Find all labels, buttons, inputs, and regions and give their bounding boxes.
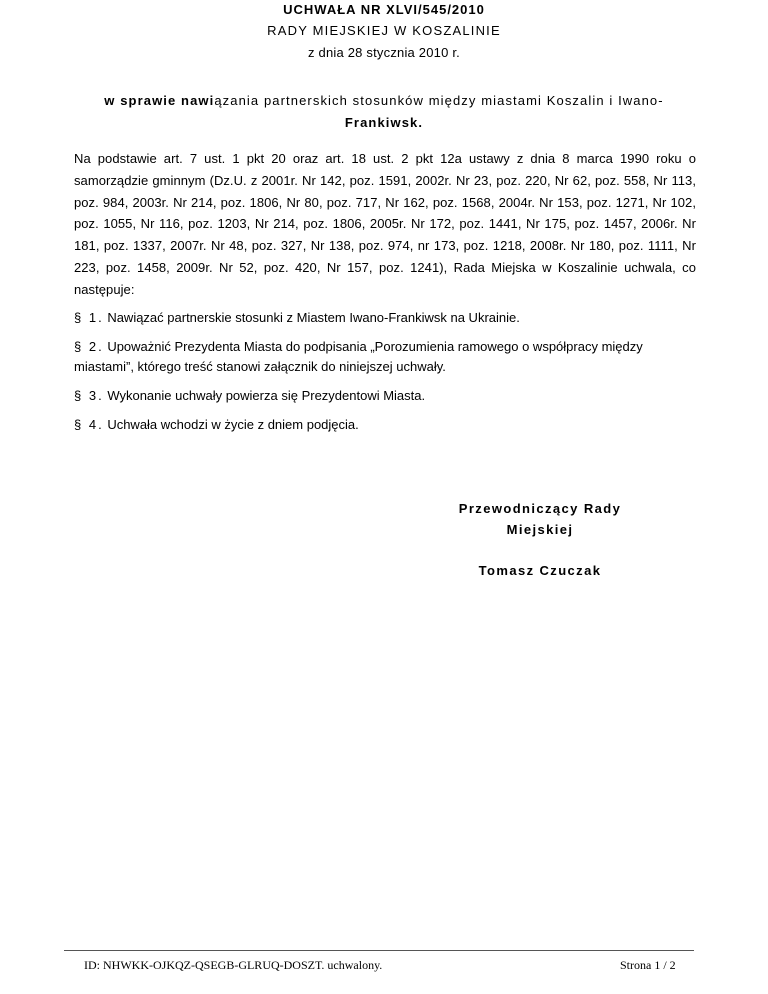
signatory-name: Tomasz Czuczak: [478, 563, 602, 578]
subject-middle: ązania partnerskich stosunków między miastami Koszalin i Iwano-: [214, 93, 664, 108]
document-id: ID: NHWKK-OJKQZ-QSEGB-GLRUQ-DOSZT. uchwalony.: [84, 958, 383, 972]
resolution-title: UCHWAŁA NR XLVI/545/2010: [283, 2, 485, 17]
paragraph-text: Upoważnić Prezydenta Miasta do podpisania „Porozumienia ramowego o współpracy między miastami”, którego treść stanowi załącznik do niniejszej uchwały.: [74, 339, 643, 374]
paragraph-sign: § 2.: [74, 339, 104, 354]
paragraph-text: Uchwała wchodzi w życie z dniem podjęcia.: [107, 417, 359, 432]
paragraph-4: [74, 415, 714, 435]
signatory-role-line2: Miejskiej: [506, 522, 574, 537]
paragraph-1: [74, 308, 714, 328]
paragraph-3: [74, 386, 714, 406]
page-number: Strona 1 / 2: [620, 958, 676, 972]
paragraph-sign: § 4.: [74, 417, 104, 432]
subject-bold-end: Frankiwsk.: [344, 115, 424, 130]
paragraph-text: Nawiązać partnerskie stosunki z Miastem Iwano-Frankiwsk na Ukrainie.: [107, 310, 520, 325]
resolution-subject: [74, 90, 694, 134]
paragraph-2: [74, 337, 698, 377]
signatory-role-line1: Przewodniczący Rady: [458, 501, 622, 516]
paragraph-sign: § 3.: [74, 388, 104, 403]
council-name: RADY MIEJSKIEJ W KOSZALINIE: [267, 23, 501, 38]
paragraph-text: Wykonanie uchwały powierza się Prezydentowi Miasta.: [107, 388, 426, 403]
signatory-role: [440, 498, 640, 540]
paragraph-sign: § 1.: [74, 310, 104, 325]
resolution-date: z dnia 28 stycznia 2010 r.: [308, 45, 460, 60]
footer-divider: [64, 950, 694, 951]
legal-basis-preamble: Na podstawie art. 7 ust. 1 pkt 20 oraz art. 18 ust. 2 pkt 12a ustawy z dnia 8 marca 1990 roku o samorządzie gminnym (Dz.U. z 2001r. Nr 142, poz. 1591, 2002r. Nr 23, poz. 220, Nr 62, poz. 558, Nr 113, poz. 984, 2003r. Nr 214, poz. 1806, Nr 80, poz. 717, Nr 162, poz. 1568, 2004r. Nr 153, poz. 1271, Nr 102, poz. 1055, Nr 116, poz. 1203, Nr 214, poz. 1806, 2005r. Nr 172, poz. 1441, Nr 175, poz. 1457, 2006r. Nr 181, poz. 1337, 2007r. Nr 48, poz. 327, Nr 138, poz. 974, nr 173, poz. 1218, 2008r. Nr 180, poz. 1111, Nr 223, poz. 1458, 2009r. Nr 52, poz. 420, Nr 157, poz. 1241), Rada Miejska w Koszalinie uchwala, co następuje:: [74, 151, 696, 297]
subject-bold-start: w sprawie nawi: [104, 93, 215, 108]
